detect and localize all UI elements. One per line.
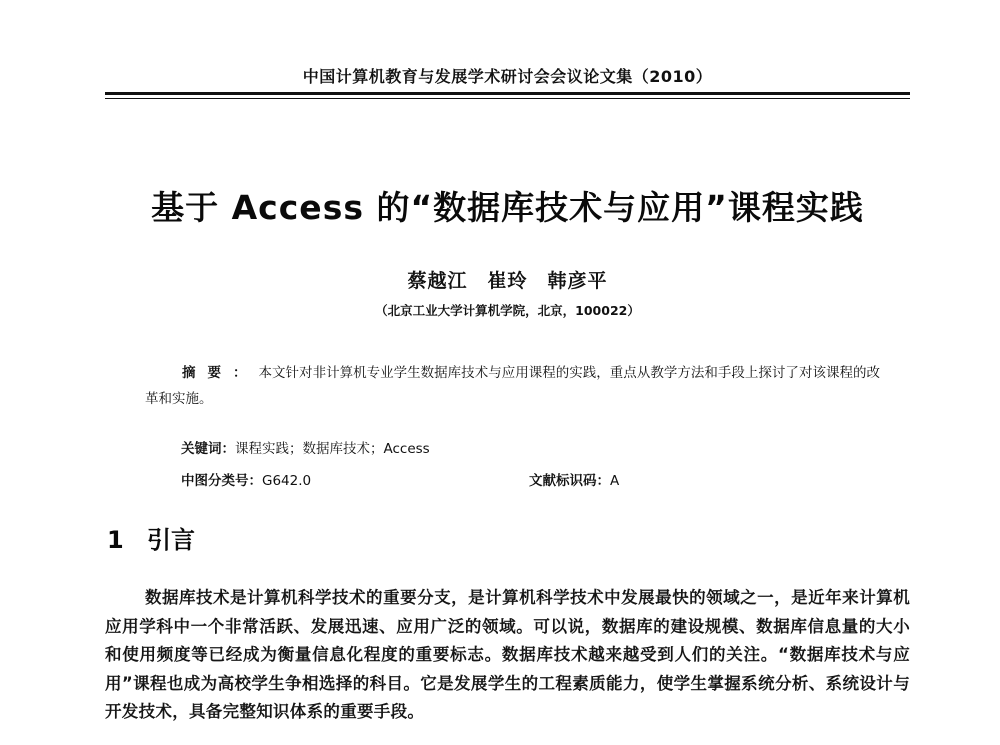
- paper-title: 基于 Access 的“数据库技术与应用”课程实践: [151, 188, 864, 227]
- classification-label: 中图分类号：: [181, 473, 262, 489]
- body-paragraph: 数据库技术是计算机科学技术的重要分支，是计算机科学技术中发展最快的领域之一，是近年来计算机应用学科中一个非常活跃、发展迅速、应用广泛的领域。可以说，数据库的建设规模、数据库信息量的大小和使用频度等已经成为衡量信息化程度的重要标志。数据库技术越来越受到人们的关注。“数据库技术与应用”课程也成为高校学生争相选择的科目。它是发展学生的工程素质能力，使学生掌握系统分析、系统设计与开发技术，具备完整知识体系的重要手段。: [105, 588, 910, 721]
- keywords-text: 课程实践；数据库技术；Access: [235, 441, 430, 457]
- abstract-text: 本文针对非计算机专业学生数据库技术与应用课程的实践，重点从教学方法和手段上探讨了对该课程的改革和实施。: [145, 365, 880, 407]
- keywords-label: 关键词：: [181, 441, 235, 457]
- section-heading: [107, 520, 195, 555]
- section-title: 引言: [147, 526, 195, 554]
- header-rule-thin: [105, 98, 910, 99]
- abstract: [145, 360, 880, 412]
- keywords-line: [181, 437, 430, 457]
- document-code-line: [529, 469, 619, 489]
- abstract-label: 摘要：: [182, 365, 259, 381]
- header-rule-thick: [105, 92, 910, 95]
- classification-line: [181, 469, 311, 489]
- classification-code: G642.0: [262, 473, 312, 489]
- affiliation: （北京工业大学计算机学院，北京，100022）: [375, 303, 640, 318]
- author-list: 蔡越江 崔玲 韩彦平: [407, 270, 608, 292]
- running-header: 中国计算机教育与发展学术研讨会会议论文集（2010）: [302, 67, 713, 86]
- section-number: 1: [107, 526, 124, 554]
- document-code-label: 文献标识码：: [529, 473, 610, 489]
- document-code: A: [610, 473, 620, 489]
